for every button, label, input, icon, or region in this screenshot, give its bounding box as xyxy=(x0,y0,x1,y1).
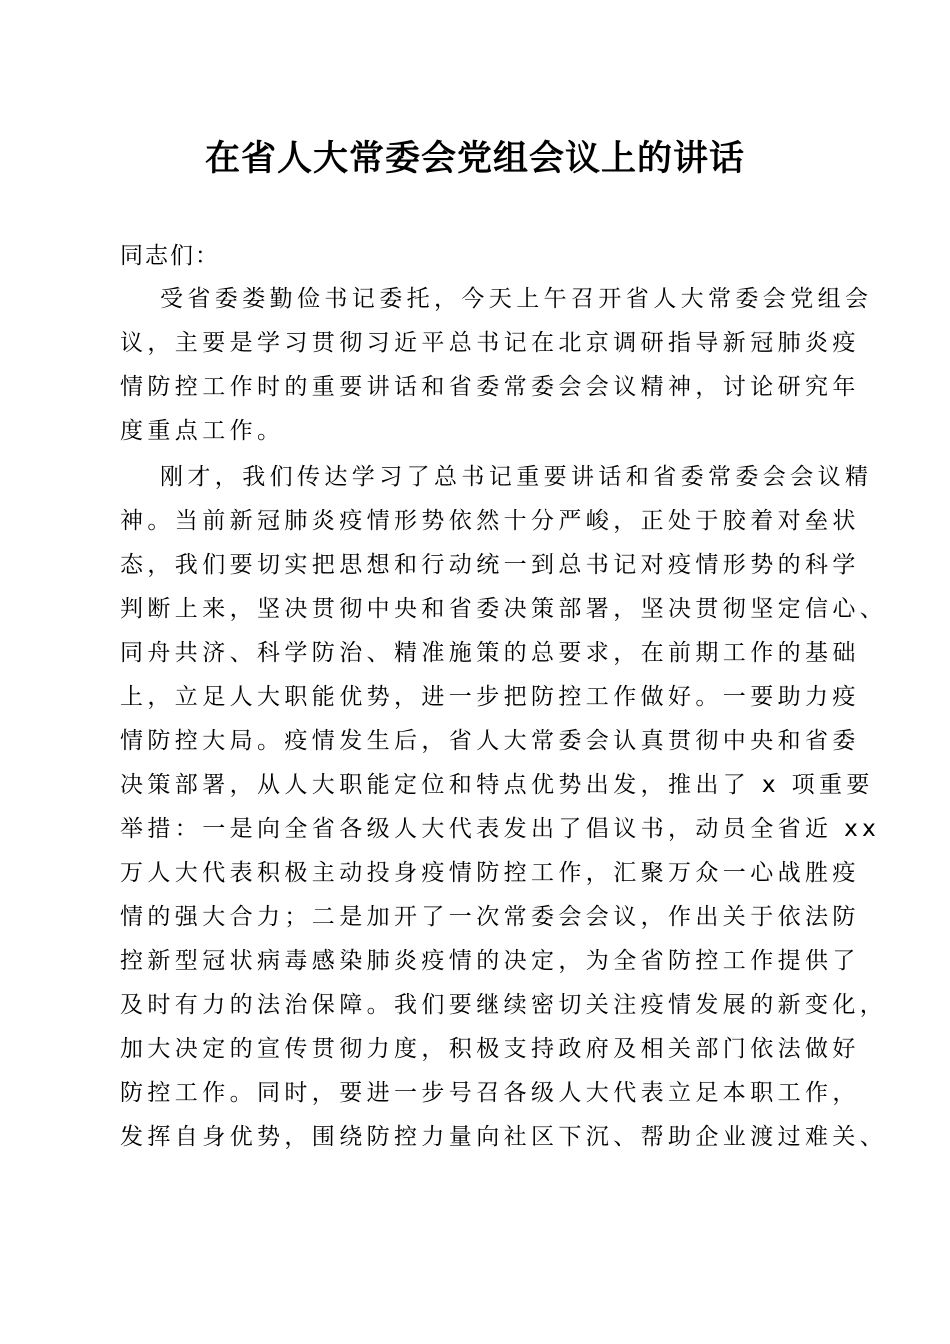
document-title: 在省人大常委会党组会议上的讲话 xyxy=(204,138,745,179)
paragraph-line: 情的强大合力；二是加开了一次常委会会议，作出关于依法防 xyxy=(120,904,860,930)
paragraph-line: 万人大代表积极主动投身疫情防控工作，汇聚万众一心战胜疫 xyxy=(120,860,860,886)
paragraph-line: 度重点工作。 xyxy=(120,418,285,444)
paragraph-line: 及时有力的法治保障。我们要继续密切关注疫情发展的新变化， xyxy=(120,992,888,1018)
greeting: 同志们： xyxy=(120,243,220,269)
paragraph-line: 控新型冠状病毒感染肺炎疫情的决定，为全省防控工作提供了 xyxy=(120,948,860,974)
paragraph-line: 神。当前新冠肺炎疫情形势依然十分严峻，正处于胶着对垒状 xyxy=(120,508,860,534)
paragraph-line: 举措：一是向全省各级人大代表发出了倡议书，动员全省近 xx xyxy=(120,816,881,842)
paragraph-line: 防控工作。同时，要进一步号召各级人大代表立足本职工作， xyxy=(120,1080,860,1106)
paragraph-line: 发挥自身优势，围绕防控力量向社区下沉、帮助企业渡过难关、 xyxy=(120,1124,888,1150)
paragraph-line: 决策部署，从人大职能定位和特点优势出发，推出了 x 项重要 xyxy=(120,772,874,798)
paragraph-line: 刚才，我们传达学习了总书记重要讲话和省委常委会会议精 xyxy=(160,464,873,490)
paragraph-line: 判断上来，坚决贯彻中央和省委决策部署，坚决贯彻坚定信心、 xyxy=(120,596,888,622)
paragraph-line: 加大决定的宣传贯彻力度，积极支持政府及相关部门依法做好 xyxy=(120,1036,860,1062)
paragraph-line: 情防控工作时的重要讲话和省委常委会会议精神，讨论研究年 xyxy=(120,374,860,400)
paragraph-line: 议，主要是学习贯彻习近平总书记在北京调研指导新冠肺炎疫 xyxy=(120,330,860,356)
paragraph-line: 情防控大局。疫情发生后，省人大常委会认真贯彻中央和省委 xyxy=(120,728,860,754)
paragraph-line: 受省委娄勤俭书记委托，今天上午召开省人大常委会党组会 xyxy=(160,286,873,312)
paragraph-line: 上，立足人大职能优势，进一步把防控工作做好。一要助力疫 xyxy=(120,684,860,710)
paragraph-line: 态，我们要切实把思想和行动统一到总书记对疫情形势的科学 xyxy=(120,552,860,578)
paragraph-line: 同舟共济、科学防治、精准施策的总要求，在前期工作的基础 xyxy=(120,640,860,666)
